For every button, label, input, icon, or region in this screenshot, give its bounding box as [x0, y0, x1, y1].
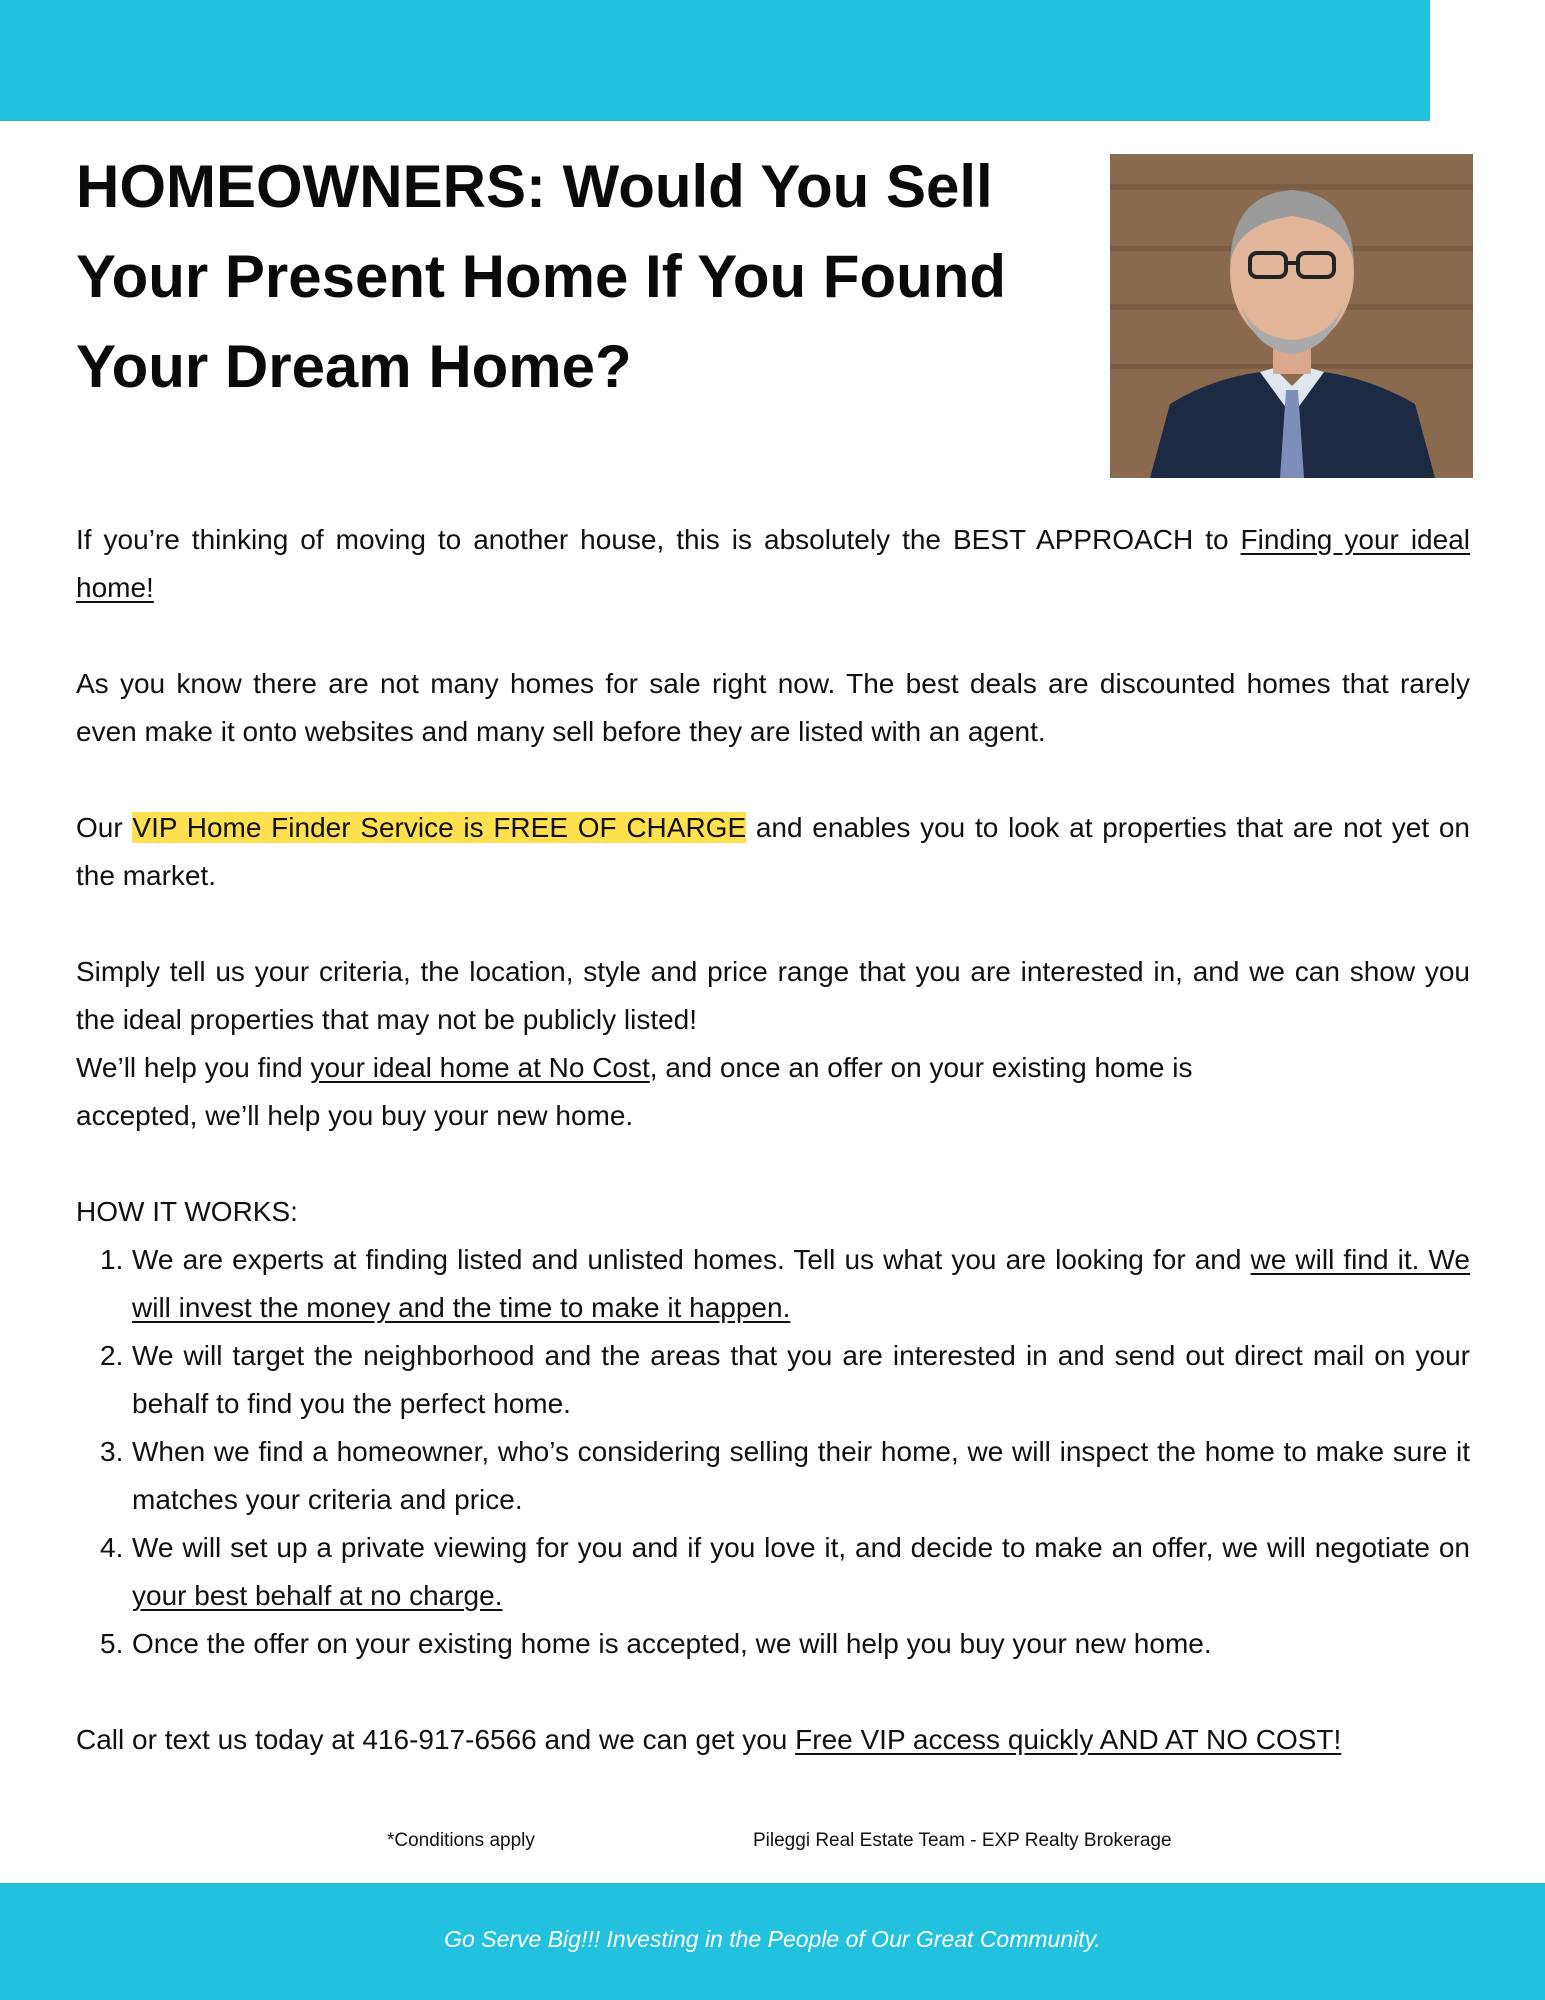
how-step: 1. We are experts at finding listed and unlisted homes. Tell us what you are looking for and we will find it. We will invest the money and the time to make it happen.	[100, 1244, 1470, 1323]
finding-ideal-home-link: Finding your ideal home!	[76, 524, 1470, 603]
free-service-highlight: VIP Home Finder Service is FREE OF CHARGE	[132, 812, 747, 843]
service-paragraph: Our VIP Home Finder Service is FREE OF CHARGE and enables you to look at properties that are not yet on the market.	[76, 812, 1470, 891]
how-step: 2. We will target the neighborhood and the areas that you are interested in and send out direct mail on your behalf to find you the perfect home.	[100, 1340, 1470, 1419]
free-vip-access-link: Free VIP access quickly AND AT NO COST!	[795, 1724, 1342, 1755]
how-it-works-heading: HOW IT WORKS:	[76, 1196, 298, 1227]
market-paragraph: As you know there are not many homes for sale right now. The best deals are discounted homes that rarely even make it onto websites and many sell before they are listed with an agent.	[76, 668, 1470, 747]
footer-tagline: Go Serve Big!!! Investing in the People of Our Great Community.	[444, 1926, 1101, 1952]
conditions-note: *Conditions apply	[387, 1830, 535, 1851]
how-step: 3. When we find a homeowner, who’s considering selling their home, we will inspect the home to make sure it matches your criteria and price.	[100, 1436, 1470, 1515]
how-step: 5. Once the offer on your existing home is accepted, we will help you buy your new home.	[100, 1628, 1212, 1659]
intro-paragraph: If you’re thinking of moving to another house, this is absolutely the BEST APPROACH to Finding your ideal home!	[76, 524, 1470, 603]
call-to-action: Call or text us today at 416-917-6566 and we can get you Free VIP access quickly AND AT NO COST!	[76, 1724, 1342, 1755]
brokerage-name: Pileggi Real Estate Team - EXP Realty Brokerage	[753, 1830, 1172, 1851]
page-title: HOMEOWNERS: Would You Sell Your Present Home If You Found Your Dream Home?	[76, 153, 1007, 400]
top-color-band	[0, 0, 1430, 121]
ideal-home-no-cost-text: your ideal home at No Cost	[310, 1052, 650, 1083]
how-step: 4. We will set up a private viewing for you and if you love it, and decide to make an offer, we will negotiate on your best behalf at no charge.	[100, 1532, 1470, 1611]
criteria-paragraph: Simply tell us your criteria, the location, style and price range that you are interested in, and we can show you the ideal properties that may not be publicly listed!	[76, 956, 1470, 1035]
how-it-works-list	[76, 1236, 1470, 1668]
agent-portrait-photo	[1110, 154, 1473, 478]
body-content	[76, 516, 1470, 1764]
help-paragraph: We’ll help you find your ideal home at No Cost, and once an offer on your existing home is accepted, we’ll help you buy your new home.	[76, 1052, 1193, 1131]
